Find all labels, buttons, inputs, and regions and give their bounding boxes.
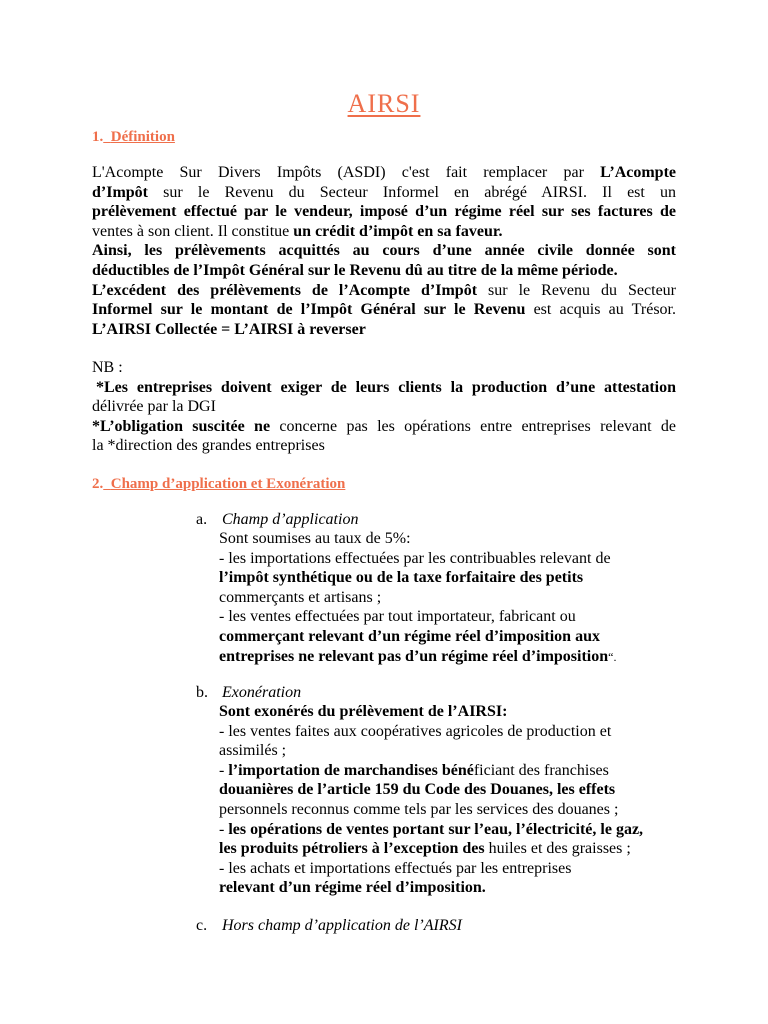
def-line-1: L'Acompte Sur Divers Impôts (ASDI) c'est fait remplacer par L’Acompte (92, 164, 676, 181)
section-2-number: 2. (92, 476, 104, 492)
subsection-a-body (219, 529, 689, 666)
subsection-c-title: Hors champ d’application de l’AIRSI (222, 917, 462, 934)
b-line-5: douanières de l’article 159 du Code des Douanes, les effets (219, 781, 616, 799)
def-line-6: déductibles de l’Impôt Général sur le Revenu dû au titre de la même période. (92, 261, 618, 279)
b-line-10: relevant d’un régime réel d’imposition. (219, 879, 486, 897)
def-line-4: ventes à son client. Il constitue un crédit d’impôt en sa faveur. (92, 222, 503, 240)
b-line-1: Sont exonérés du prélèvement de l’AIRSI: (219, 703, 508, 720)
subsection-b-title: Exonération (222, 684, 302, 701)
def-line-2: d’Impôt sur le Revenu du Secteur Informel en abrégé AIRSI. Il est un (92, 183, 676, 201)
def-line-5: Ainsi, les prélèvements acquittés au cours d’une année civile donnée sont (92, 242, 676, 260)
section-2-heading (92, 474, 345, 494)
page-title: AIRSI (347, 89, 421, 118)
def-line-7: L’excédent des prélèvements de l’Acompte d’Impôt sur le Revenu du Secteur (92, 281, 677, 299)
b-line-3: assimilés ; (219, 742, 287, 760)
subsection-b-body (219, 702, 689, 898)
def-line-9: L’AIRSI Collectée = L’AIRSI à reverser (92, 320, 366, 338)
section-1-title: Définition (110, 129, 175, 145)
def-line-8: Informel sur le montant de l’Impôt Général sur le Revenu est acquis au Trésor. (92, 301, 676, 319)
nb-line-2: délivrée par la DGI (92, 398, 216, 416)
subsection-b-heading (196, 683, 301, 703)
section-2-title: Champ d’application et Exonération (110, 476, 346, 492)
subsection-c-heading (196, 916, 462, 936)
a-line-7: entreprises ne relevant pas d’un régime réel d’imposition“. (219, 647, 617, 665)
nb-line-3: *L’obligation suscitée ne concerne pas les opérations entre entreprises relevant de (92, 417, 677, 435)
a-line-2: - les importations effectuées par les contribuables relevant de (219, 549, 611, 567)
b-line-8: les produits pétroliers à l’exception des huiles et des graisses ; (219, 840, 631, 858)
subsection-a-title: Champ d’application (222, 511, 359, 528)
nb-line-1: *Les entreprises doivent exiger de leurs clients la production d’une attestation (96, 378, 676, 396)
a-line-3: l’impôt synthétique ou de la taxe forfaitaire des petits (219, 569, 584, 587)
b-line-4: - l’importation de marchandises bénéficiant des franchises (219, 761, 609, 779)
definition-paragraph (92, 163, 676, 339)
b-line-7: - les opérations de ventes portant sur l’eau, l’électricité, le gaz, (219, 820, 644, 838)
b-line-9: - les achats et importations effectués par les entreprises (219, 859, 572, 877)
section-1-number: 1. (92, 129, 104, 145)
b-line-2: - les ventes faites aux coopératives agricoles de production et (219, 722, 612, 740)
def-line-3: prélèvement effectué par le vendeur, imposé d’un régime réel sur ses factures de (92, 203, 676, 221)
a-line-5: - les ventes effectuées par tout importateur, fabricant ou (219, 608, 576, 626)
nb-line-4: la *direction des grandes entreprises (92, 437, 325, 455)
subsection-a-heading (196, 510, 358, 530)
subsection-c-label: c. (196, 917, 208, 934)
a-line-6: commerçant relevant d’un régime réel d’imposition aux (219, 627, 600, 645)
b-line-6: personnels reconnus comme tels par les services des douanes ; (219, 800, 619, 818)
subsection-a-label: a. (196, 511, 208, 528)
subsection-b-label: b. (196, 684, 208, 701)
a-line-4: commerçants et artisans ; (219, 588, 382, 606)
nb-label: NB : (92, 359, 123, 376)
section-1-heading (92, 127, 175, 147)
a-line-1: Sont soumises au taux de 5%: (219, 530, 411, 547)
nb-block (92, 358, 676, 456)
